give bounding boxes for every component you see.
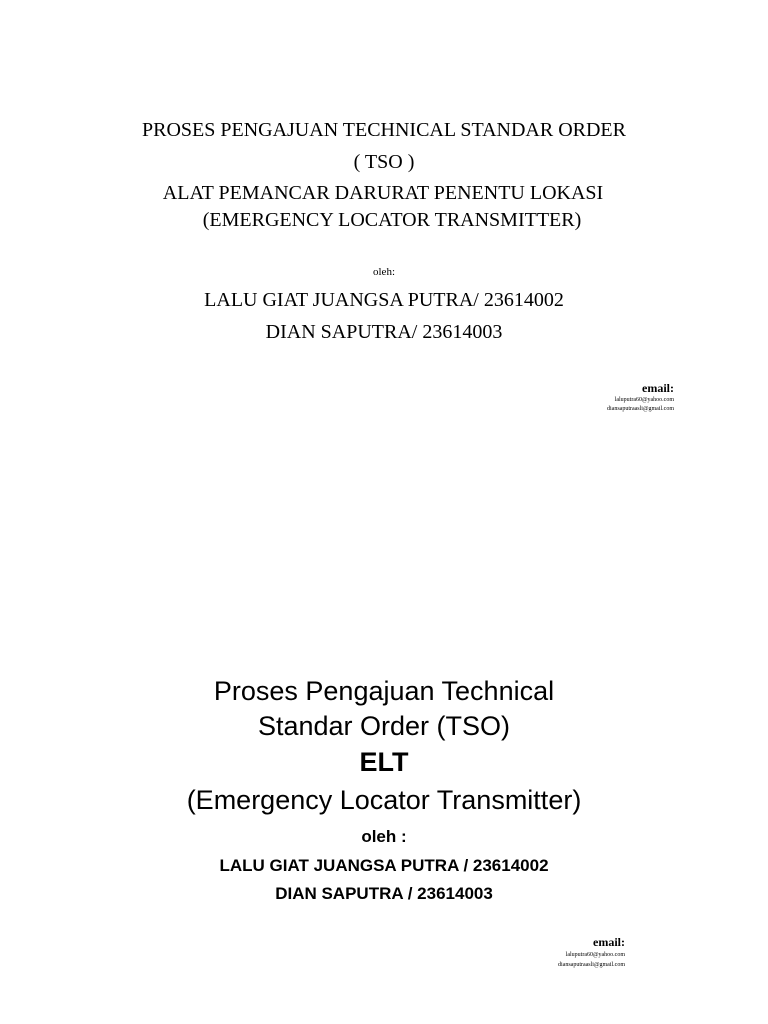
sans-title-line-3: ELT xyxy=(359,747,409,777)
sans-section-email-address-1: laluputra60@yahoo.com xyxy=(565,952,625,958)
serif-oleh-label: oleh: xyxy=(373,266,395,278)
serif-author-2: DIAN SAPUTRA/ 23614003 xyxy=(265,321,503,343)
serif-author-1: LALU GIAT JUANGSA PUTRA/ 23614002 xyxy=(204,289,564,311)
sans-section-email-address-2: diansaputraasli@gmail.com xyxy=(557,962,625,968)
serif-email-address-2: diansaputraasli@gmail.com xyxy=(606,406,674,412)
serif-title-line-4: (EMERGENCY LOCATOR TRANSMITTER) xyxy=(202,209,582,231)
serif-email-address-1: laluputra60@yahoo.com xyxy=(614,397,674,403)
serif-email-label: email: xyxy=(642,381,674,395)
sans-author-1: LALU GIAT JUANGSA PUTRA / 23614002 xyxy=(219,856,549,875)
serif-title-line-1: PROSES PENGAJUAN TECHNICAL STANDAR ORDER xyxy=(141,119,626,141)
sans-author-2: DIAN SAPUTRA / 23614003 xyxy=(275,884,493,903)
serif-title-line-2: ( TSO ) xyxy=(353,151,415,173)
sans-title-line-1: Proses Pengajuan Technical xyxy=(213,676,555,706)
sans-section-email-label: email: xyxy=(593,935,625,949)
sans-section-email-block xyxy=(450,935,625,970)
sans-title-line-4: (Emergency Locator Transmitter) xyxy=(186,785,582,815)
sans-oleh-label: oleh : xyxy=(361,827,407,846)
serif-email-block xyxy=(500,381,674,414)
serif-title-line-3: ALAT PEMANCAR DARURAT PENENTU LOKASI xyxy=(162,182,604,204)
sans-title-line-2: Standar Order (TSO) xyxy=(257,711,511,741)
